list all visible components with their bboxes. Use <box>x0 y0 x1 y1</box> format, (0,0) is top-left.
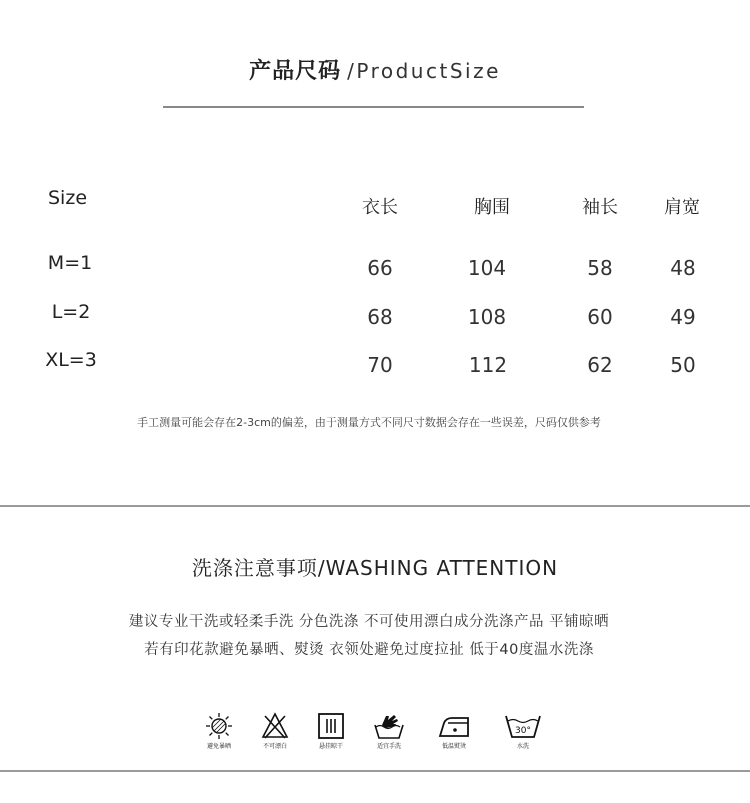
care-icon-hang-dry <box>308 711 354 757</box>
sun-icon <box>204 711 234 741</box>
row-label-xl: XL=3 <box>45 349 97 371</box>
row-label-l: L=2 <box>51 301 91 323</box>
care-icon-sun <box>196 711 242 757</box>
hand-wash-icon <box>372 711 406 741</box>
cell-l-shoulder: 49 <box>670 305 696 329</box>
cell-l-sleeve: 60 <box>587 305 613 329</box>
wash-30-icon <box>503 711 543 741</box>
cell-xl-sleeve: 62 <box>587 353 613 377</box>
washing-title: 洗涤注意事项/WASHING ATTENTION <box>191 556 559 580</box>
care-icon-wash-30 <box>500 711 546 757</box>
iron-icon <box>434 711 474 741</box>
care-label-hang-dry: 悬挂晾干 <box>318 743 343 750</box>
washing-instructions-line1: 建议专业干洗或轻柔手洗 分色洗涤 不可使用漂白成分洗涤产品 平铺晾晒 <box>128 614 610 630</box>
washing-instructions-line2: 若有印花款避免暴晒、熨烫 衣领处避免过度拉扯 低于40度温水洗涤 <box>144 642 594 658</box>
cell-xl-length: 70 <box>367 353 393 377</box>
hang-dry-icon <box>316 711 346 741</box>
care-icon-hand-wash <box>366 711 412 757</box>
cell-m-sleeve: 58 <box>587 256 613 280</box>
care-icon-no-bleach <box>252 711 298 757</box>
title-underline <box>163 106 584 108</box>
title-zh: 产品尺码 <box>249 59 342 84</box>
care-label-no-bleach: 不可漂白 <box>262 743 287 750</box>
column-header-shoulder: 肩宽 <box>664 197 700 218</box>
cell-m-length: 66 <box>367 256 393 280</box>
care-icon-iron <box>431 711 477 757</box>
size-header: Size <box>48 187 88 209</box>
title-en: /ProductSize <box>347 59 501 83</box>
column-header-length: 衣长 <box>362 197 398 218</box>
care-label-sun: 避免暴晒 <box>206 743 231 750</box>
column-header-chest: 胸围 <box>474 197 510 218</box>
cell-m-shoulder: 48 <box>670 256 696 280</box>
bottom-divider <box>0 770 750 772</box>
column-header-sleeve: 袖长 <box>582 197 618 218</box>
no-bleach-icon <box>260 711 290 741</box>
cell-l-length: 68 <box>367 305 393 329</box>
cell-l-chest: 108 <box>467 305 507 329</box>
section-divider <box>0 505 750 507</box>
measurement-note: 手工测量可能会存在2-3cm的偏差，由于测量方式不同尺寸数据会存在一些误差，尺码仅供参考 <box>137 416 601 429</box>
row-label-m: M=1 <box>47 252 93 274</box>
cell-m-chest: 104 <box>467 256 507 280</box>
care-label-iron: 低温熨烫 <box>441 743 466 750</box>
product-size-title <box>0 54 750 85</box>
care-label-hand-wash: 适宜手洗 <box>376 743 401 750</box>
wash-temperature: 30° <box>515 726 531 736</box>
cell-xl-shoulder: 50 <box>670 353 696 377</box>
cell-xl-chest: 112 <box>468 353 508 377</box>
care-label-wash: 水洗 <box>516 743 529 750</box>
